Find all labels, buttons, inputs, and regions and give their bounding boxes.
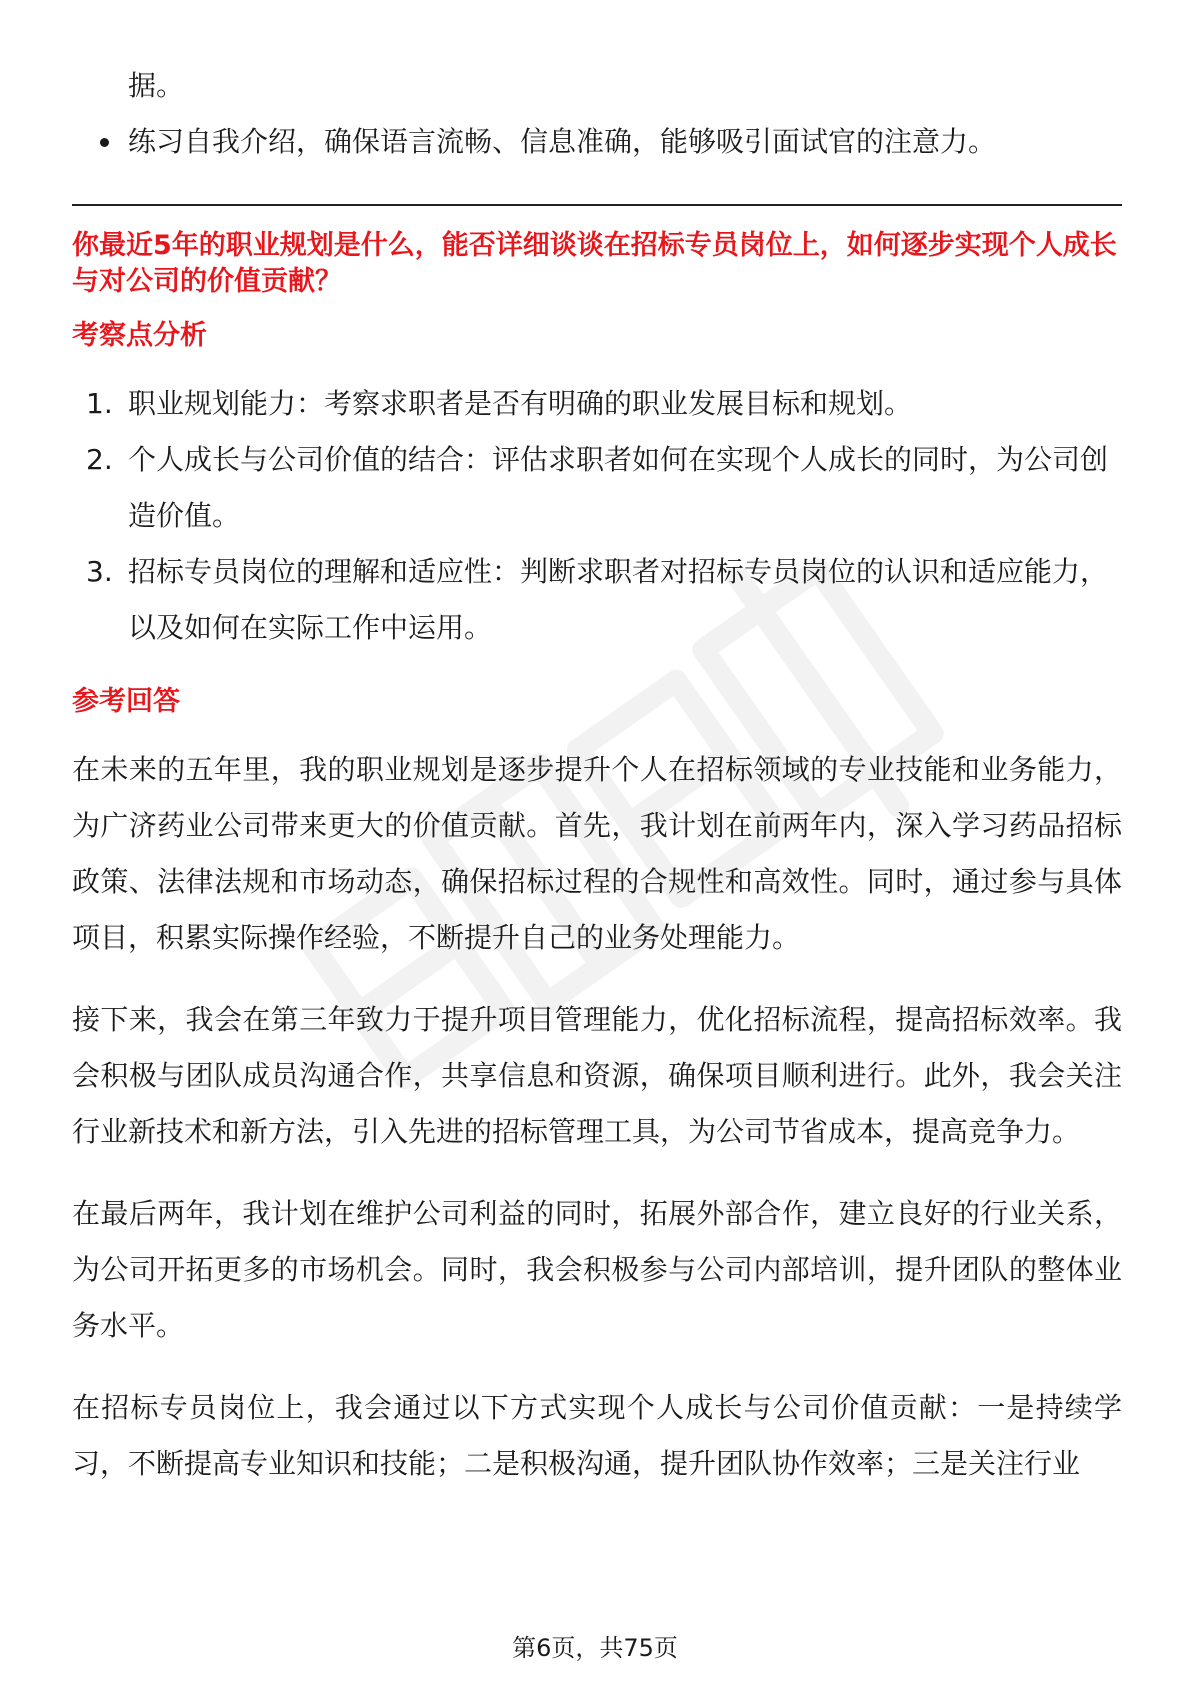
page-footer: 第6页，共75页: [512, 1634, 678, 1662]
answer-paragraph: 在招标专员岗位上，我会通过以下方式实现个人成长与公司价值贡献：一是持续学习，不断提高专业知识和技能；二是积极沟通，提升团队协作效率；三是关注行业: [72, 1391, 1122, 1480]
list-item: [72, 432, 1122, 544]
answer-paragraph: 接下来，我会在第三年致力于提升项目管理能力，优化招标流程，提高招标效率。我会积极与团队成员沟通合作，共享信息和资源，确保项目顺利进行。此外，我会关注行业新技术和新方法，引入先进的招标管理工具，为公司节省成本，提高竞争力。: [72, 1003, 1122, 1148]
bullet-text: 练习自我介绍，确保语言流畅、信息准确，能够吸引面试官的注意力。: [128, 125, 997, 158]
answer-heading: 参考回答: [72, 686, 180, 717]
list-number: 3.: [86, 555, 113, 588]
list-text: 职业规划能力：考察求职者是否有明确的职业发展目标和规划。: [128, 387, 913, 420]
list-item: [72, 114, 1122, 170]
analysis-heading: 考察点分析: [72, 320, 207, 351]
section-divider: [72, 204, 1122, 206]
main-content: [72, 58, 1122, 1492]
list-text: 招标专员岗位的理解和适应性：判断求职者对招标专员岗位的认识和适应能力，以及如何在实际工作中运用。: [128, 555, 1109, 644]
answer-paragraph: 在未来的五年里，我的职业规划是逐步提升个人在招标领域的专业技能和业务能力，为广济药业公司带来更大的价值贡献。首先，我计划在前两年内，深入学习药品招标政策、法律法规和市场动态，确保招标过程的合规性和高效性。同时，通过参与具体项目，积累实际操作经验，不断提升自己的业务处理能力。: [72, 753, 1122, 954]
list-item: [72, 544, 1122, 656]
analysis-list: [72, 376, 1122, 656]
bullet-list: [72, 114, 1122, 170]
bullet-icon: [100, 138, 109, 147]
list-number: 1.: [86, 387, 113, 420]
list-number: 2.: [86, 443, 113, 476]
list-item: [72, 376, 1122, 432]
continuation-text: 据。: [128, 69, 185, 102]
question-title: 你最近5年的职业规划是什么，能否详细谈谈在招标专员岗位上，如何逐步实现个人成长与对公司的价值贡献？: [72, 230, 1117, 297]
list-text: 个人成长与公司价值的结合：评估求职者如何在实现个人成长的同时，为公司创造价值。: [128, 443, 1109, 532]
answer-paragraph: 在最后两年，我计划在维护公司利益的同时，拓展外部合作，建立良好的行业关系，为公司开拓更多的市场机会。同时，我会积极参与公司内部培训，提升团队的整体业务水平。: [72, 1197, 1122, 1342]
